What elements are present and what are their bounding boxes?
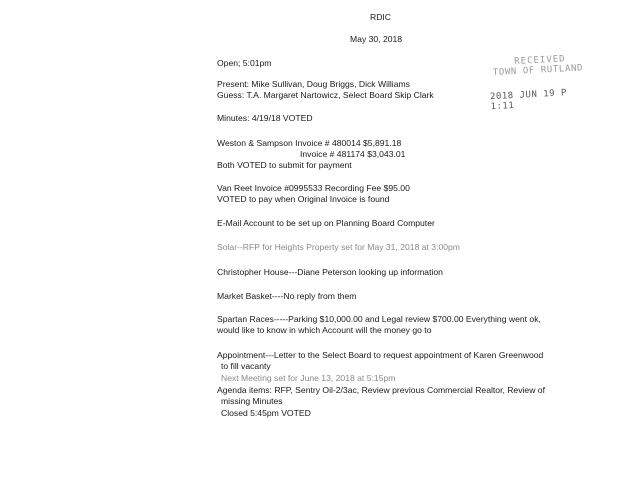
received-stamp bbox=[478, 53, 586, 113]
solar-rfp: Solar--RFP for Heights Property set for May 31, 2018 at 3:00pm bbox=[217, 242, 460, 252]
stamp-received: RECEIVED bbox=[514, 54, 566, 67]
guests: Guess: T.A. Margaret Nartowicz, Select Board Skip Clark bbox=[217, 90, 434, 100]
agenda-items-2: missing Minutes bbox=[221, 396, 283, 406]
stamp-town: TOWN OF RUTLAND bbox=[492, 63, 584, 79]
spartan-races-2: would like to know in which Account will the money go to bbox=[217, 325, 432, 335]
market-basket: Market Basket----No reply from them bbox=[217, 291, 357, 301]
vanreet-invoice: Van Reet Invoice #0995533 Recording Fee $95.00 bbox=[217, 183, 410, 193]
spartan-races-1: Spartan Races-----Parking $10,000.00 and Legal review $700.00 Everything went ok, bbox=[217, 314, 541, 324]
closed-time: Closed 5:45pm VOTED bbox=[221, 408, 311, 418]
meeting-date: May 30, 2018 bbox=[350, 34, 403, 44]
appointment-2: to fill vacanty bbox=[221, 361, 271, 371]
weston-invoice-2: Invoice # 481174 $3,043.01 bbox=[300, 149, 406, 159]
agenda-items-1: Agenda items: RFP, Sentry Oil-2/3ac, Review previous Commercial Realtor, Review of bbox=[217, 385, 545, 395]
open-time: Open; 5:01pm bbox=[217, 58, 272, 68]
minutes-approval: Minutes: 4/19/18 VOTED bbox=[217, 113, 313, 123]
next-meeting: Next Meeting set for June 13, 2018 at 5:15pm bbox=[221, 373, 396, 383]
stamp-datetime: 2018 JUN 19 P 1:11 bbox=[489, 88, 568, 113]
weston-vote: Both VOTED to submit for payment bbox=[217, 160, 352, 170]
christopher-house: Christopher House---Diane Peterson looking up information bbox=[217, 267, 443, 277]
appointment-1: Appointment---Letter to the Select Board to request appointment of Karen Greenwood bbox=[217, 350, 544, 360]
email-account: E-Mail Account to be set up on Planning Board Computer bbox=[217, 218, 435, 228]
vanreet-vote: VOTED to pay when Original Invoice is found bbox=[217, 194, 390, 204]
document-title: RDIC bbox=[370, 12, 392, 22]
present-members: Present: Mike Sullivan, Doug Briggs, Dick Williams bbox=[217, 79, 410, 89]
weston-invoice-1: Weston & Sampson Invoice # 480014 $5,891.18 bbox=[217, 138, 402, 148]
